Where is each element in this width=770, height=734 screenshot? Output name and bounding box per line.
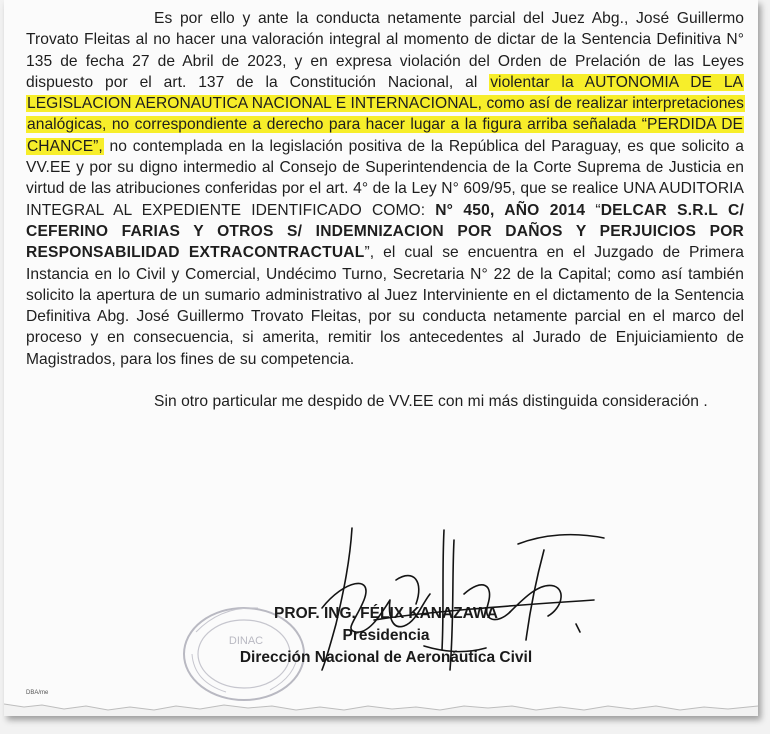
case-title: DELCAR S.R.L C/ CEFERINO FARIAS Y OTROS S/ INDEMNIZACION POR DAÑOS Y PERJUICIOS POR RESPONSABILIDAD EXTRACONTRACTUAL	[26, 201, 744, 262]
case-number: N° 450, AÑO 2014	[435, 201, 586, 219]
paragraph-text-4: ”, el cual se encuentra en el Juzgado de Primera Instancia en lo Civil y Comercial, Undécimo Turno, Secretaria N° 22 de la Capital; como así también solicito la apertura de un sumario administrativo al Juez Interviniente en el dictamento de la Sentencia Definitiva Abg. José Guillermo Trovato Fleitas, por su conducta netamente parcial en el marco del proceso y en consecuencia, si amerita, remitir los antecedentes al Jurado de Enjuiciamiento de Magistrados, para los fines de su competencia.	[26, 244, 744, 368]
main-paragraph	[26, 8, 744, 370]
signer-role: Presidencia	[342, 627, 430, 644]
closing-paragraph: Sin otro particular me despido de VV.EE con mi más distinguida consideración .	[154, 393, 708, 411]
highlighted-text: violentar la AUTONOMIA DE LA LEGISLACION AERONAUTICA NACIONAL E INTERNACIONAL, como así de realizar interpretaciones analógicas, no correspondiente a derecho para hacer lugar a la figura arriba señalada “PERDIDA DE CHANCE”,	[27, 73, 744, 155]
paragraph-text-1: Es por ello y ante la conducta netamente parcial del Juez Abg., José Guillermo Trovato Fleitas al no hacer una valoración integral al momento de dictar de la Sentencia Definitiva N° 135 de fecha 27 de Abril de 2023, y en expresa violación del Orden de Prelación de las Leyes dispuesto por el art. 137 de la Constitución Nacional, al	[26, 10, 744, 91]
paragraph-text-3: “	[585, 201, 601, 219]
paragraph-text-2: no contemplada en la legislación positiva de la República del Paraguay, es que solicito a VV.EE y por su digno intermedio al Consejo de Superintendencia de la Corte Suprema de Justicia en virtud de las atribuciones conferidas por el art. 4° de la Ley N° 609/95, que se realice UNA AUDITORIA INTEGRAL AL EXPEDIENTE IDENTIFICADO COMO:	[26, 137, 744, 219]
handwritten-signature	[304, 520, 614, 690]
initials-reference: DBA/me	[26, 690, 49, 696]
torn-paper-edge	[4, 698, 758, 716]
document-page	[4, 0, 758, 716]
letter-body	[26, 8, 744, 412]
signer-institution: Dirección Nacional de Aeronáutica Civil	[239, 649, 533, 666]
signer-name: PROF. ING. FÉLIX KANAZAWA	[274, 605, 498, 622]
stamp-label: DINAC	[228, 635, 264, 647]
